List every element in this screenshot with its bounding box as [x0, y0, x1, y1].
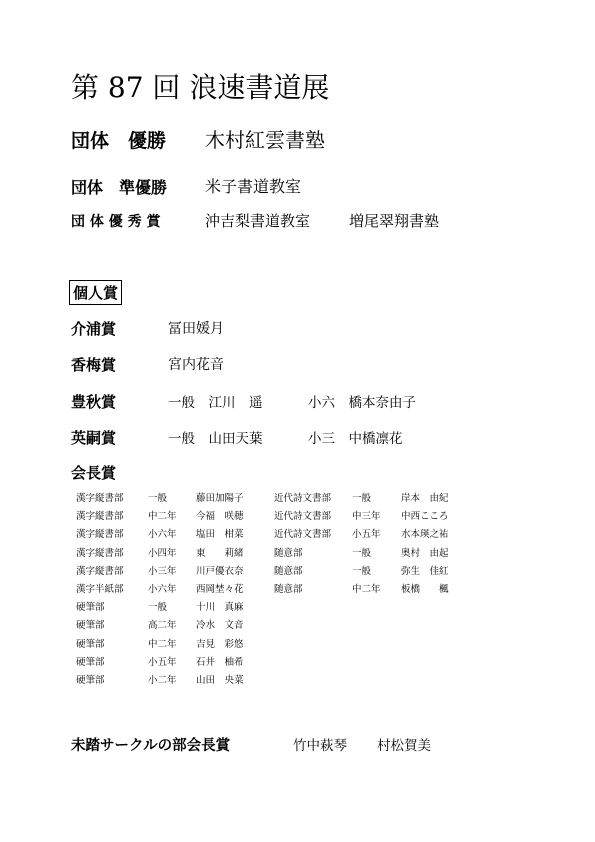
- award-name: 豊秋賞: [71, 393, 117, 411]
- team-runner-up-name: 米子書道教室: [205, 177, 302, 196]
- entry-grade: 高二年: [148, 620, 177, 632]
- entry-name: 奥村 由起: [401, 547, 449, 559]
- entry-grade: 小二年: [148, 675, 177, 686]
- award-name: 英嗣賞: [71, 429, 117, 447]
- entry-division: 随意部: [274, 547, 303, 559]
- award-name: 香梅賞: [71, 356, 117, 374]
- entry-grade: 一般: [148, 493, 168, 504]
- entry-division: 近代詩文書部: [274, 511, 332, 523]
- entry-division: 近代詩文書部: [274, 493, 332, 504]
- award-recipient: 宮内花音: [168, 357, 224, 373]
- team-winner-label: 団体 優勝: [71, 130, 167, 152]
- entry-division: 漢字縦書部: [76, 493, 124, 504]
- page-title: 第 87 回 浪速書道展: [71, 71, 330, 104]
- entry-grade: 小六年: [148, 584, 177, 595]
- entry-division: 硬筆部: [76, 656, 105, 668]
- award-recipient: 小三 中橋凛花: [308, 431, 403, 447]
- entry-name: 板橋 楓: [401, 584, 449, 595]
- entry-name: 十川 真麻: [196, 602, 244, 614]
- entry-name: 藤田加陽子: [196, 493, 244, 504]
- team-runner-up-label: 団体 準優勝: [71, 178, 168, 197]
- award-recipient: 一般 山田天葉: [168, 431, 263, 447]
- entry-name: 冷水 文音: [196, 620, 244, 632]
- entry-grade: 一般: [352, 565, 372, 577]
- entry-division: 漢字縦書部: [76, 547, 124, 559]
- individual-awards-heading: 個人賞: [69, 280, 122, 305]
- entry-name: 今福 咲穂: [196, 511, 244, 523]
- entry-name: 水本瑛之祐: [401, 529, 449, 541]
- team-excellence-label: 団 体 優 秀 賞: [71, 214, 161, 230]
- entry-name: 岸本 由紀: [401, 493, 449, 504]
- entry-name: 中西こころ: [401, 511, 449, 523]
- entry-division: 漢字縦書部: [76, 529, 124, 541]
- award-recipient: 小六 橋本奈由子: [308, 395, 416, 411]
- entry-division: 漢字縦書部: [76, 565, 124, 577]
- entry-grade: 一般: [148, 602, 168, 614]
- entry-grade: 小三年: [148, 565, 177, 577]
- entry-division: 随意部: [274, 584, 303, 595]
- entry-division: 硬筆部: [76, 602, 105, 614]
- entry-grade: 中二年: [352, 584, 381, 595]
- award-recipient: 一般 江川 遥: [168, 395, 263, 411]
- president-award-heading: 会長賞: [71, 464, 117, 482]
- entry-division: 硬筆部: [76, 638, 105, 650]
- entry-division: 硬筆部: [76, 620, 105, 632]
- entry-grade: 中二年: [148, 638, 177, 650]
- circle-award-recipient-2: 村松賀美: [377, 738, 431, 754]
- entry-name: 弥生 佳紅: [401, 565, 449, 577]
- team-winner-name: 木村紅雲書塾: [205, 128, 325, 152]
- entry-division: 漢字半紙部: [76, 584, 124, 595]
- entry-grade: 小六年: [148, 529, 177, 541]
- entry-division: 硬筆部: [76, 675, 105, 686]
- award-recipient: 冨田媛月: [168, 321, 224, 337]
- entry-grade: 中二年: [148, 511, 177, 523]
- entry-name: 山田 央菜: [196, 675, 244, 686]
- entry-name: 吉見 彩悠: [196, 638, 244, 650]
- award-name: 介浦賞: [71, 320, 117, 338]
- entry-grade: 小五年: [148, 656, 177, 668]
- entry-grade: 一般: [352, 547, 372, 559]
- entry-division: 随意部: [274, 565, 303, 577]
- entry-grade: 中三年: [352, 511, 381, 523]
- entry-name: 東 莉緒: [196, 547, 244, 559]
- team-excellence-name-1: 沖吉梨書道教室: [205, 212, 311, 230]
- entry-grade: 小五年: [352, 529, 381, 541]
- entry-name: 川戸優衣奈: [196, 565, 244, 577]
- entry-grade: 小四年: [148, 547, 177, 559]
- circle-award-label: 未踏サークルの部会長賞: [71, 738, 231, 754]
- circle-award-recipient-1: 竹中萩琴: [293, 738, 347, 754]
- entry-grade: 一般: [352, 493, 372, 504]
- entry-division: 漢字縦書部: [76, 511, 124, 523]
- team-excellence-name-2: 増尾翠翔書塾: [349, 212, 440, 230]
- entry-name: 西岡埜々花: [196, 584, 244, 595]
- entry-division: 近代詩文書部: [274, 529, 332, 541]
- entry-name: 塩田 柑菜: [196, 529, 244, 541]
- entry-name: 石井 柚希: [196, 656, 244, 668]
